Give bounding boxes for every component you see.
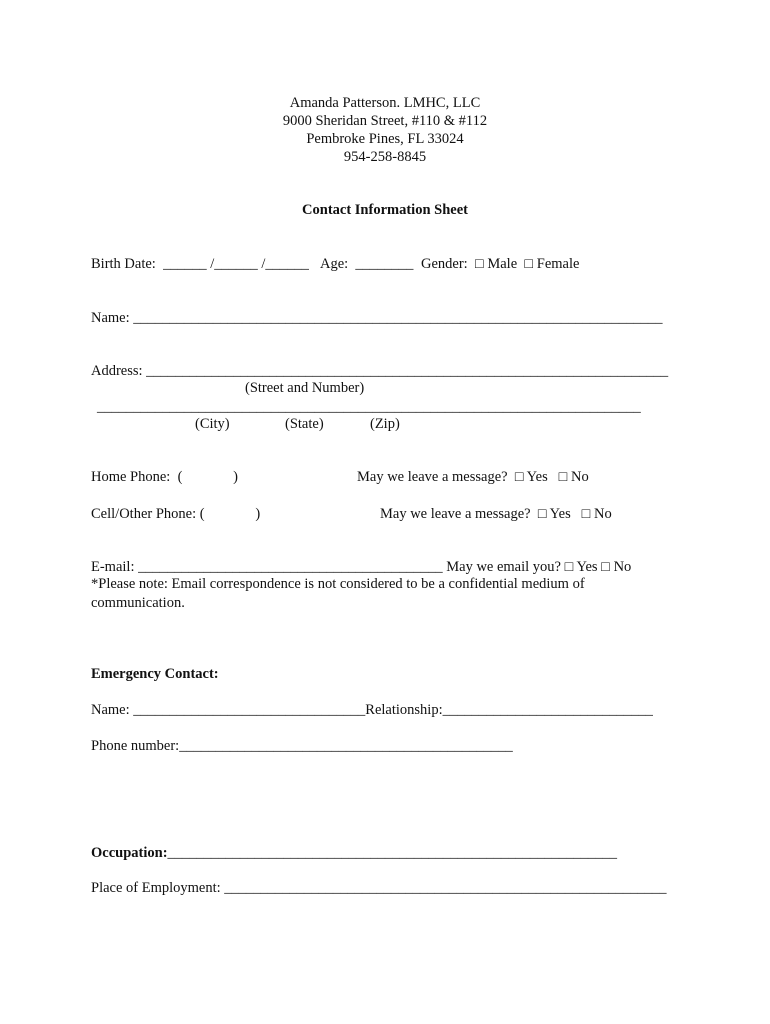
occupation-field[interactable] — [91, 845, 617, 862]
header-line-1: Amanda Patterson. LMHC, LLC — [289, 95, 481, 111]
employment-field[interactable]: Place of Employment: _____________________________________________________________ — [91, 880, 667, 896]
occupation-label: Occupation: — [91, 845, 168, 861]
page-title: Contact Information Sheet — [302, 202, 468, 218]
street-caption: (Street and Number) — [245, 380, 365, 396]
age-field[interactable]: Age: ________ — [320, 256, 414, 272]
name-field[interactable]: Name: _________________________________________________________________________ — [91, 310, 663, 326]
state-caption: (State) — [285, 416, 324, 432]
cell-message-option[interactable]: May we leave a message? □ Yes □ No — [380, 506, 612, 522]
emergency-heading: Emergency Contact: — [91, 666, 219, 682]
emergency-name-relationship[interactable]: Name: ________________________________Relationship:_____________________________ — [91, 702, 653, 718]
birth-date-field[interactable]: Birth Date: ______ /______ /______ — [91, 256, 309, 272]
zip-caption: (Zip) — [370, 416, 400, 432]
gender-field[interactable]: Gender: □ Male □ Female — [421, 256, 580, 272]
cell-phone-field[interactable]: Cell/Other Phone: ( ) — [91, 506, 261, 522]
email-field[interactable]: E-mail: __________________________________________ May we email you? □ Yes □ No — [91, 559, 632, 575]
header-phone: 954-258-8845 — [343, 149, 427, 165]
address-field[interactable]: Address: ________________________________________________________________________ — [91, 363, 669, 379]
home-phone-field[interactable]: Home Phone: ( ) — [91, 469, 238, 485]
header-line-3: Pembroke Pines, FL 33024 — [306, 131, 464, 147]
header-line-2: 9000 Sheridan Street, #110 & #112 — [282, 113, 488, 129]
occupation-underline: ______________________________________________________________ — [167, 845, 618, 861]
emergency-phone-field[interactable]: Phone number:______________________________________________ — [91, 738, 513, 754]
address-line-2[interactable]: ___________________________________________________________________________ — [97, 399, 641, 415]
email-note: *Please note: Email correspondence is not considered to be a confidential medium of — [91, 576, 585, 592]
city-caption: (City) — [195, 416, 230, 432]
home-message-option[interactable]: May we leave a message? □ Yes □ No — [357, 469, 589, 485]
email-note-cont: communication. — [91, 595, 185, 611]
